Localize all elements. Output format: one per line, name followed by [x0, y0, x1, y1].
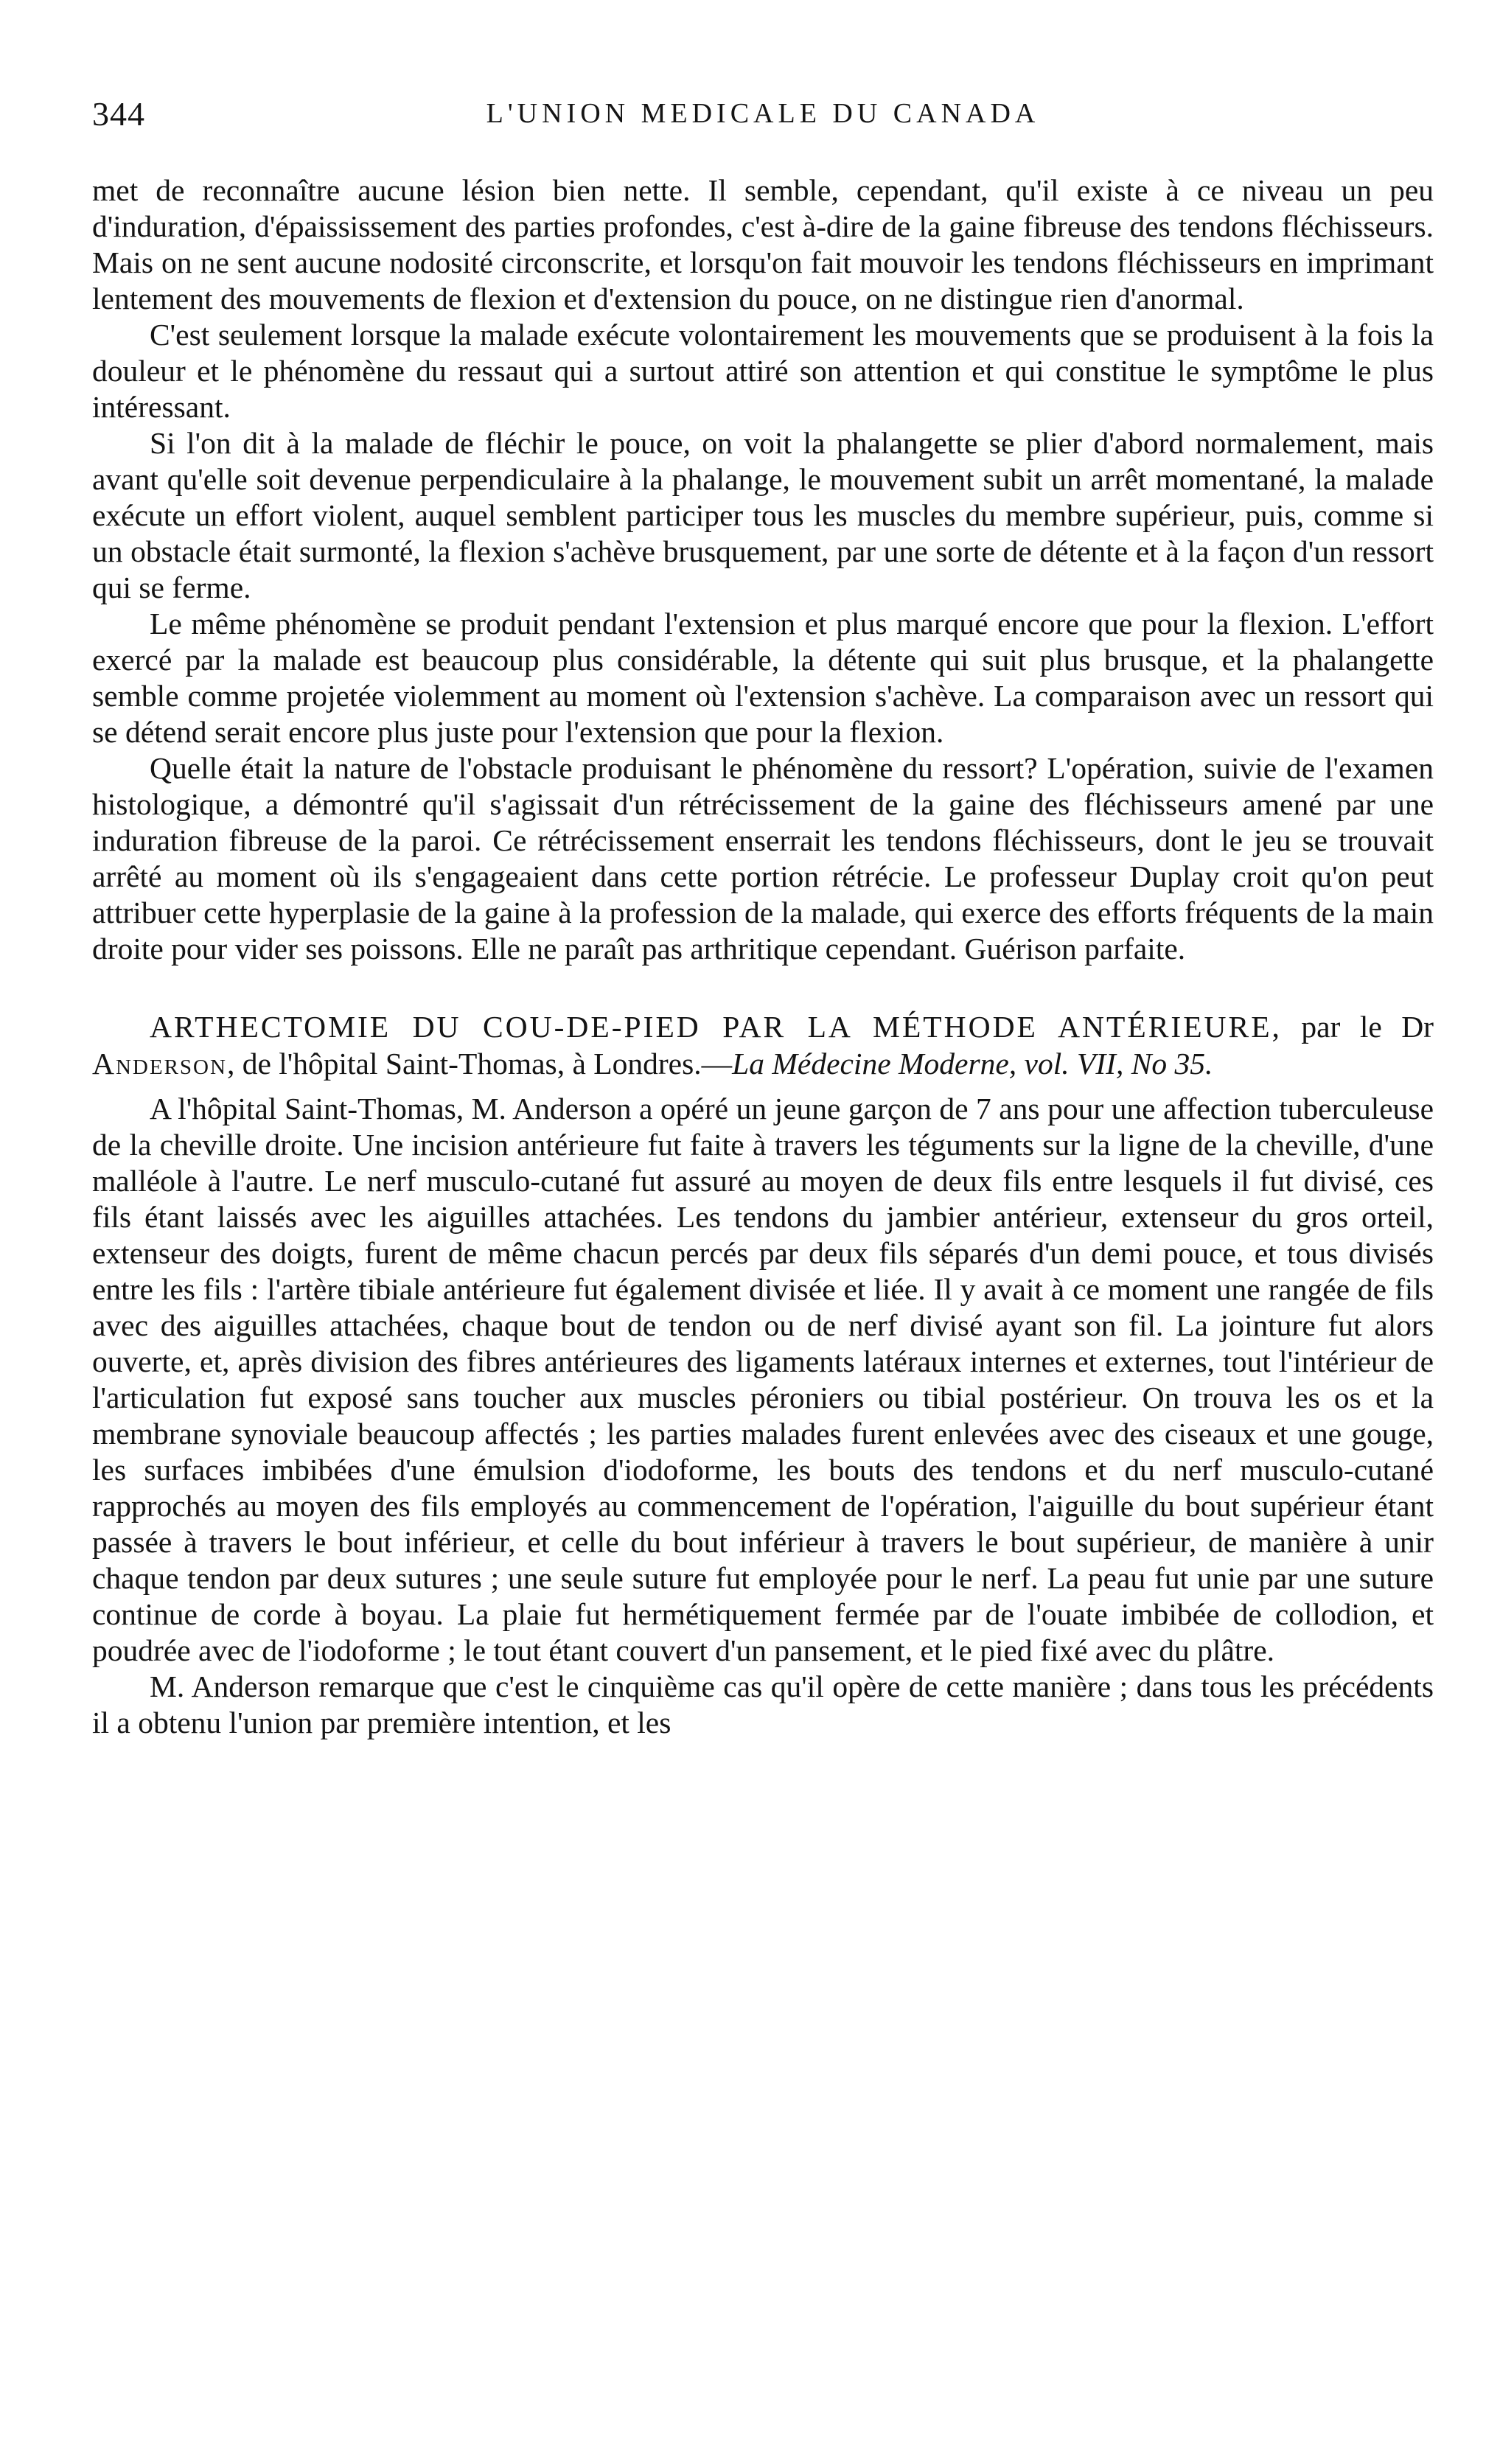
article-text: [92, 1091, 1434, 1741]
article-source: La Médecine Moderne, vol. VII, No 35.: [732, 1047, 1213, 1081]
paragraph: M. Anderson remarque que c'est le cinquième cas qu'il opère de cette manière ; dans tous les précédents il a obtenu l'union par première intention, et les: [92, 1669, 1434, 1739]
page-number: 344: [92, 95, 145, 133]
paragraph: Si l'on dit à la malade de fléchir le pouce, on voit la phalangette se plier d'abord normalement, mais avant qu'elle soit devenue perpendiculaire à la phalange, le mouvement subit un arrêt momentané, la malade exécute un effort violent, auquel semblent participer tous les muscles du membre supérieur, puis, comme si un obstacle était surmonté, la flexion s'achève brusquement, par une sorte de détente et à la façon d'un ressort qui se ferme.: [92, 426, 1434, 604]
journal-title: L'UNION MEDICALE DU CANADA: [486, 98, 1040, 129]
paragraph: Quelle était la nature de l'obstacle produisant le phénomène du ressort? L'opération, suivie de l'examen histologique, a démontré qu'il s'agissait d'un rétrécissement de la gaine des fléchisseurs amené par une induration fibreuse de la paroi. Ce rétrécissement enserrait les tendons fléchisseurs, dont le jeu se trouvait arrêté au moment où ils s'engageaient dans cette portion rétrécie. Le professeur Duplay croit qu'on peut attribuer cette hyperplasie de la gaine à la profession de la malade, qui exerce des efforts fréquents de la main droite pour vider ses poissons. Elle ne paraît pas arthritique cependant. Guérison parfaite.: [92, 751, 1434, 966]
previous-article-text: [92, 172, 1434, 967]
article-title: ARTHECTOMIE DU COU-DE-PIED PAR LA MÉTHODE ANTÉRIEURE,: [150, 1010, 1282, 1044]
paragraph: met de reconnaître aucune lésion bien nette. Il semble, cependant, qu'il existe à ce niveau un peu d'induration, d'épaississement des parties profondes, c'est à-dire de la gaine fibreuse des tendons fléchisseurs. Mais on ne sent aucune nodosité circonscrite, et lorsqu'on fait mouvoir les tendons fléchisseurs en imprimant lentement des mouvements de flexion et d'extension du pouce, on ne distingue rien d'anormal.: [92, 173, 1434, 315]
byline-prefix: par le Dr: [1301, 1010, 1434, 1044]
paragraph: A l'hôpital Saint-Thomas, M. Anderson a opéré un jeune garçon de 7 ans pour une affection tuberculeuse de la cheville droite. Une incision antérieure fut faite à travers les téguments sur la ligne de la cheville, d'une malléole à l'autre. Le nerf musculo-cutané fut assuré au moyen de deux fils entre lesquels il fut divisé, ces fils étant laissés avec les aiguilles attachées. Les tendons du jambier antérieur, extenseur du gros orteil, extenseur des doigts, furent de même chacun percés par deux fils séparés d'un demi pouce, et tous divisés entre les fils : l'artère tibiale antérieure fut également divisée et liée. Il y avait à ce moment une rangée de fils avec des aiguilles attachées, chaque bout de tendon ou de nerf divisé ayant son fil. La jointure fut alors ouverte, et, après division des fibres antérieures des ligaments latéraux internes et externes, tout l'intérieur de l'articulation fut exposé sans toucher aux muscles péroniers ou tibial postérieur. On trouva les os et la membrane synoviale beaucoup affectés ; les parties malades furent enlevées avec des ciseaux et une gouge, les surfaces imbibées d'une émulsion d'iodoforme, les bouts des tendons et du nerf musculo-cutané rapprochés au moyen des fils employés au commencement de l'opération, l'aiguille du bout supérieur étant passée à travers le bout inférieur, et celle du bout inférieur à travers le bout supérieur, de manière à unir chaque tendon par deux sutures ; une seule suture fut employée pour le nerf. La peau fut unie par une suture continue de corde à boyau. La plaie fut hermétiquement fermée par de l'ouate imbibée de collodion, et poudrée avec de l'iodoforme ; le tout étant couvert d'un pansement, et le pied fixé avec du plâtre.: [92, 1092, 1434, 1667]
journal-page: [92, 88, 1434, 1741]
article-author: Anderson: [92, 1047, 227, 1081]
byline-suffix: , de l'hôpital Saint-Thomas, à Londres.—: [226, 1047, 733, 1081]
paragraph: Le même phénomène se produit pendant l'extension et plus marqué encore que pour la flexion. L'effort exercé par la malade est beaucoup plus considérable, la détente qui suit plus brusque, et la phalangette semble comme projetée violemment au moment où l'extension s'achève. La comparaison avec un ressort qui se détend serait encore plus juste pour l'extension que pour la flexion.: [92, 607, 1434, 749]
article-heading: [92, 1008, 1434, 1082]
paragraph: C'est seulement lorsque la malade exécute volontairement les mouvements que se produisent à la fois la douleur et le phénomène du ressaut qui a surtout attiré son attention et qui constitue le symptôme le plus intéressant.: [92, 318, 1434, 424]
running-head: [92, 88, 1434, 147]
